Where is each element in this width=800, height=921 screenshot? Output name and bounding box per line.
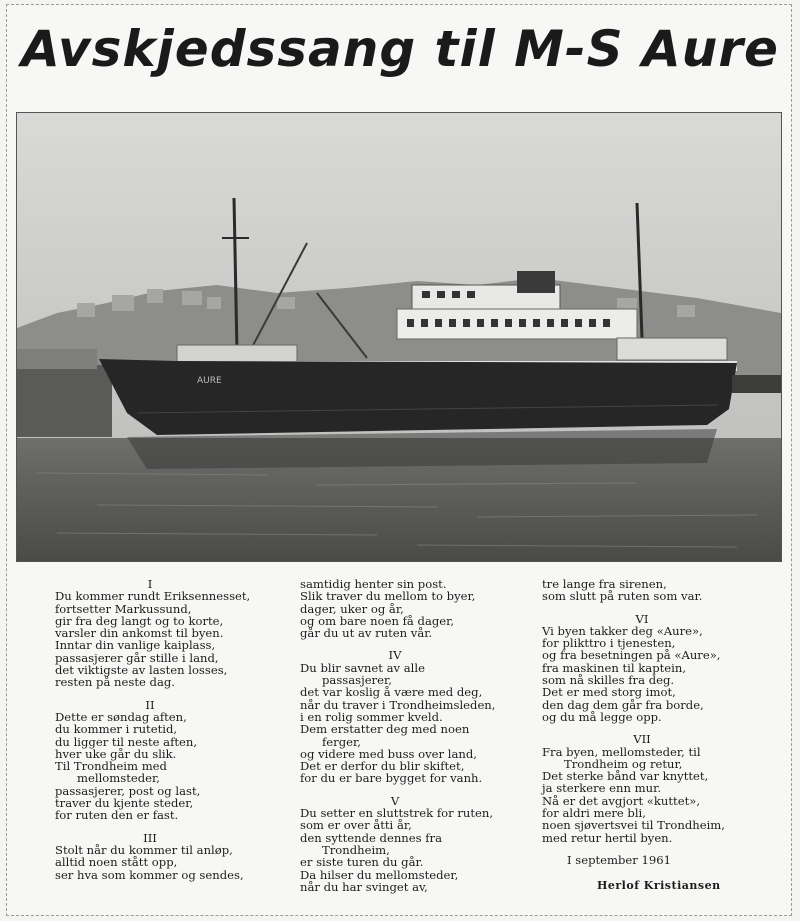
poem-line: fortsetter Markussund, xyxy=(55,601,192,616)
poem-line: Du kommer rundt Eriksennesset, xyxy=(55,589,251,604)
stanza-numeral: IV xyxy=(388,648,402,663)
stanza-numeral: I xyxy=(147,577,153,591)
poem-line: og fra besetningen på «Aure», xyxy=(542,648,721,663)
poem-line: som nå skilles fra deg. xyxy=(542,673,675,688)
poem-line: ferger, xyxy=(322,734,361,749)
poem-line: med retur hertil byen. xyxy=(542,830,673,845)
poem-line: Det er med storg imot, xyxy=(542,685,676,700)
poem-line: det viktigste av lasten losses, xyxy=(55,663,228,678)
stanza-vii xyxy=(542,733,772,844)
ship-photo xyxy=(16,112,782,562)
ship-hull-name: AURE xyxy=(197,376,222,386)
stanza-vi xyxy=(542,613,772,724)
poem-line: Inntar din vanlige kaiplass, xyxy=(55,638,216,653)
poem-line: den dag dem går fra borde, xyxy=(542,697,704,712)
poem-line: går du ut av ruten vår. xyxy=(300,626,433,641)
poem-line: som er over åtti år, xyxy=(300,818,412,833)
headline: Avskjedssang til M-S Aure xyxy=(21,20,779,78)
poem-column-3 xyxy=(542,578,772,893)
poem-line: Dem erstatter deg med noen xyxy=(300,722,470,737)
stanza-i xyxy=(55,578,273,689)
poem-line: gir fra deg langt og to korte, xyxy=(55,613,224,628)
poem-line: for aldri mere bli, xyxy=(542,806,646,821)
stanza-numeral: VI xyxy=(635,611,649,626)
poem-line: du ligger til neste aften, xyxy=(55,734,198,749)
stanza-iii-continued xyxy=(300,578,525,639)
poem-line: Trondheim og retur, xyxy=(564,756,683,771)
stanza-ii xyxy=(55,699,273,822)
poem-line: ser hva som kommer og sendes, xyxy=(55,867,244,882)
poem-line: som slutt på ruten som var. xyxy=(542,589,703,604)
poem-line: noen sjøvertsvei til Trondheim, xyxy=(542,818,725,833)
poem-line: den syttende dennes fra xyxy=(300,830,443,845)
poem-line: du kommer i rutetid, xyxy=(55,722,178,737)
poem-line: passasjerer, xyxy=(322,673,392,688)
poem-line: Trondheim, xyxy=(322,842,390,857)
poem-line: når du har svinget av, xyxy=(300,879,428,894)
poem-line: Til Trondheim med xyxy=(55,759,167,774)
poem-line: for ruten den er fast. xyxy=(55,808,179,823)
poem-line: Dette er søndag aften, xyxy=(55,709,187,724)
poem-line: når du traver i Trondheimsleden, xyxy=(300,697,496,712)
poem-line: samtidig henter sin post. xyxy=(300,577,447,591)
stanza-v-continued xyxy=(542,578,772,603)
dateline: I september 1961 xyxy=(567,852,672,867)
stanza-numeral: V xyxy=(390,793,400,808)
stanza-numeral: III xyxy=(143,830,157,845)
poem-line: Da hilser du mellomsteder, xyxy=(300,867,459,882)
poem-line: Stolt når du kommer til anløp, xyxy=(55,842,233,857)
poem-line: Vi byen takker deg «Aure», xyxy=(542,623,703,638)
poem-line: fra maskinen til kaptein, xyxy=(542,660,686,675)
poem-line: Du setter en sluttstrek for ruten, xyxy=(300,806,494,821)
poem-line: passasjerer, post og last, xyxy=(55,783,201,798)
poem-line: Det er derfor du blir skiftet, xyxy=(300,759,465,774)
poem-line: for du er bare bygget for vanh. xyxy=(300,771,483,786)
poem-line: Det sterke bånd var knyttet, xyxy=(542,769,709,784)
poem-line: og du må legge opp. xyxy=(542,709,662,724)
poem-line: Slik traver du mellom to byer, xyxy=(300,589,476,604)
poem-line: og videre med buss over land, xyxy=(300,746,477,761)
poem-line: Nå er det avgjort «kuttet», xyxy=(542,793,701,808)
stanza-numeral: VII xyxy=(633,732,651,747)
poem-line: Fra byen, mellomsteder, til xyxy=(542,744,701,759)
stanza-iii xyxy=(55,832,273,881)
poem-column-1 xyxy=(55,578,273,891)
poem-line: for plikttro i tjenesten, xyxy=(542,636,676,651)
stanza-numeral: II xyxy=(145,697,155,712)
poem-line: i en rolig sommer kveld. xyxy=(300,709,443,724)
poem-line: tre lange fra sirenen, xyxy=(542,577,667,591)
poem-line: ja sterkere enn mur. xyxy=(542,781,662,796)
poem-line: er siste turen du går. xyxy=(300,855,424,870)
poem-line: resten på neste dag. xyxy=(55,675,175,690)
poem-line: hver uke går du slik. xyxy=(55,746,177,761)
poem-line: Du blir savnet av alle xyxy=(300,660,425,675)
poem-line: dager, uker og år, xyxy=(300,601,404,616)
ship-photo-drawing xyxy=(17,113,781,561)
poem-line: mellomsteder, xyxy=(77,771,160,786)
stanza-v xyxy=(300,795,525,893)
poem-line: og om bare noen få dager, xyxy=(300,613,455,628)
poem-line: passasjerer går stille i land, xyxy=(55,650,219,665)
poem-line: det var koslig å være med deg, xyxy=(300,685,483,700)
stanza-iv xyxy=(300,649,525,784)
poem-line: traver du kjente steder, xyxy=(55,796,194,811)
poem-line: varsler din ankomst til byen. xyxy=(55,626,224,641)
poem-column-2 xyxy=(300,578,525,903)
author-signature: Herlof Kristiansen xyxy=(597,879,721,893)
poem-line: alltid noen stått opp, xyxy=(55,855,178,870)
